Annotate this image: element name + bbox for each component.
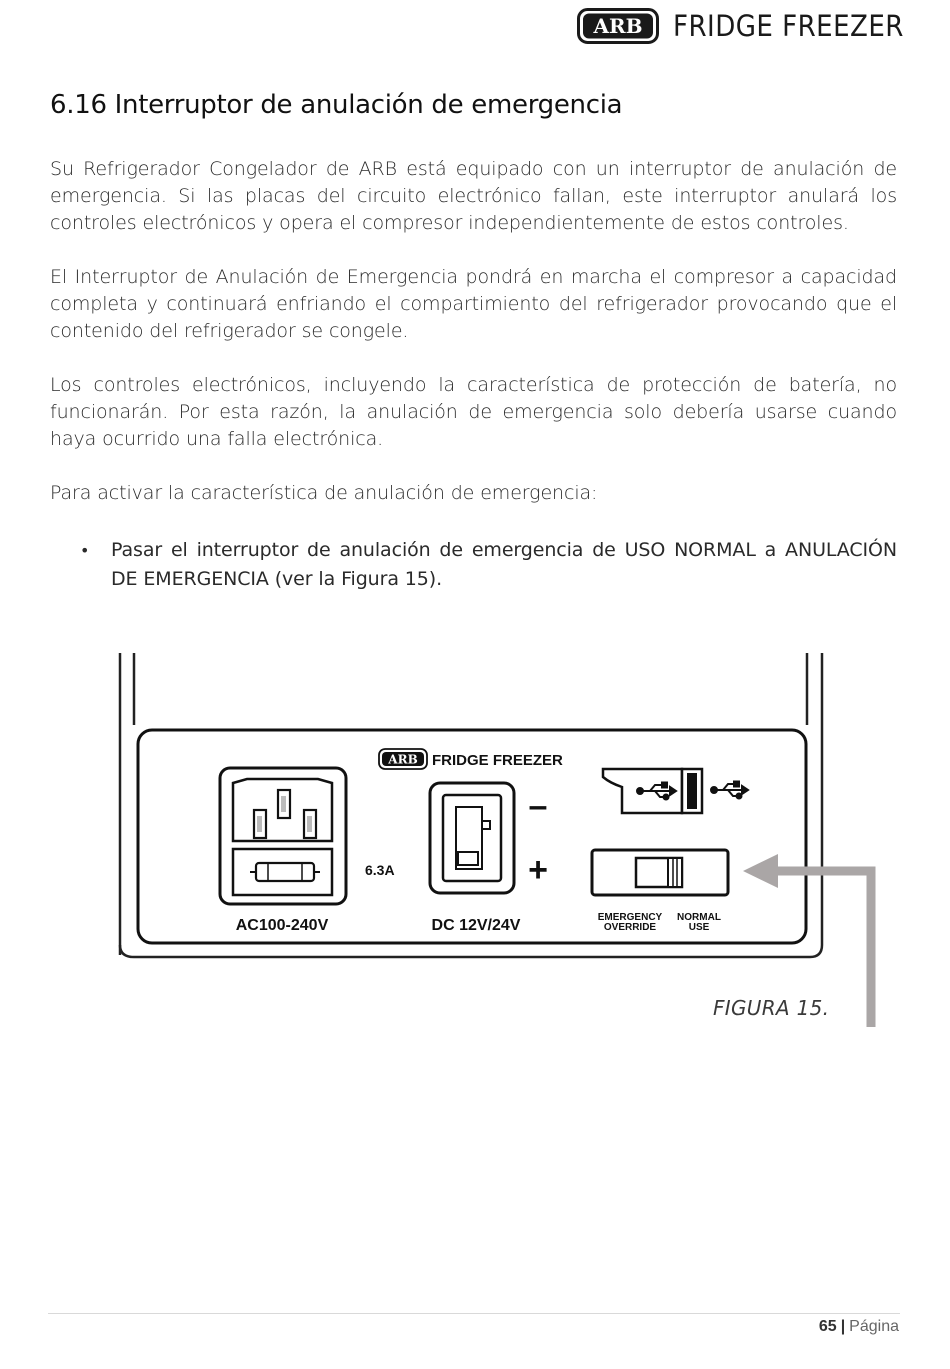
svg-text:ARB: ARB <box>388 752 418 767</box>
fuse-rating-label: 6.3A <box>365 862 395 878</box>
dc-minus-symbol: – <box>528 787 548 825</box>
footer-separator: | <box>840 1318 846 1335</box>
switch-label-emergency: EMERGENCY <box>597 912 663 923</box>
figure-control-panel <box>110 645 890 1035</box>
paragraph-activate: Para activar la característica de anulación de emergencia: <box>50 482 598 504</box>
dc-voltage-label: DC 12V/24V <box>431 917 521 934</box>
instruction-list <box>80 536 897 594</box>
page-header <box>577 8 930 44</box>
brand-title: FRIDGE FREEZER <box>673 9 905 43</box>
switch-label-use: USE <box>688 922 710 933</box>
figure-caption: FIGURA 15. <box>713 996 830 1020</box>
dc-power-socket <box>430 783 514 893</box>
list-item-text: Pasar el interruptor de anulación de emergencia de USO NORMAL a ANULACIÓN DE EMERGENCIA (ver la Figura 15). <box>111 539 897 590</box>
paragraph-intro: Su Refrigerador Congelador de ARB está equipado con un interruptor de anulación de emergencia. Si las placas del circuito electrónico fallan, este interruptor anulará los controles electrónicos y opera el compresor independientemente de estos controles. <box>50 158 897 234</box>
section-title: 6.16 Interruptor de anulación de emergencia <box>50 90 623 120</box>
bullet-symbol: • <box>80 541 90 560</box>
arb-logo <box>577 8 659 44</box>
paragraph-effect: El Interruptor de Anulación de Emergencia pondrá en marcha el compresor a capacidad completa y continuará enfriando el compartimiento del refrigerador provocando que el contenido del refrigerador se congele. <box>50 266 897 342</box>
panel-arb-logo <box>379 749 427 769</box>
page-footer <box>819 1318 899 1336</box>
emergency-override-switch <box>592 850 728 895</box>
switch-label-override: OVERRIDE <box>603 922 657 933</box>
ac-power-inlet <box>220 768 346 904</box>
page-word: Página <box>849 1318 899 1335</box>
panel-brand-label: FRIDGE FREEZER <box>432 752 563 769</box>
dc-plus-symbol: + <box>528 851 548 889</box>
switch-label-normal: NORMAL <box>677 912 721 923</box>
logo-text: ARB <box>593 14 643 38</box>
footer-divider <box>48 1313 900 1314</box>
ac-voltage-label: AC100-240V <box>235 917 329 934</box>
paragraph-warning: Los controles electrónicos, incluyendo la característica de protección de batería, no funcionarán. Por esta razón, la anulación de emergencia solo debería usarse cuando haya ocurrido una falla electrónica. <box>50 374 897 450</box>
page-number: 65 <box>818 1318 837 1335</box>
list-item <box>80 536 897 594</box>
